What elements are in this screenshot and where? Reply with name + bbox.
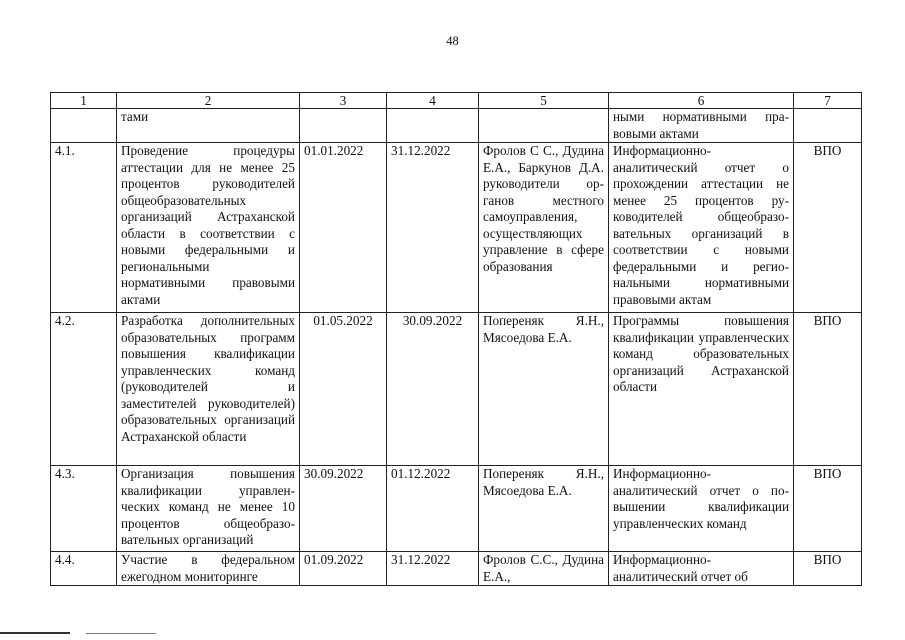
table-row: [51, 466, 862, 552]
header-cell-3: 3: [300, 93, 387, 109]
table-row: [51, 313, 862, 466]
row-number: 4.2.: [51, 313, 117, 466]
row-activity: Разработка дополнительных образовательных программ повышения квалификации управленческих команд (руководителей и заместителей руководителей) образовательных организаций Астраханской области: [117, 313, 300, 466]
row-activity: Организация повышения квалификации управленческих команд не менее 10 процентов общеобразовательных организаций: [117, 466, 300, 552]
continuation-row: [51, 109, 862, 143]
table-row: [51, 143, 862, 313]
row-end-date: 30.09.2022: [387, 313, 479, 466]
cont-responsible: [479, 109, 609, 143]
row-responsible: Попереняк Я.Н., Мясоедова Е.А.: [479, 466, 609, 552]
cont-name: тами: [117, 109, 300, 143]
cont-result: ными нормативными правовыми актами: [609, 109, 794, 143]
row-source: ВПО: [794, 552, 862, 586]
row-source: ВПО: [794, 466, 862, 552]
row-start-date: 01.05.2022: [300, 313, 387, 466]
row-start-date: 30.09.2022: [300, 466, 387, 552]
row-start-date: 01.09.2022: [300, 552, 387, 586]
row-result: Программы повышения квалификации управленческих команд образовательных организаций Астраханской области: [609, 313, 794, 466]
row-end-date: 31.12.2022: [387, 552, 479, 586]
row-activity: Проведение процедуры аттестации для не менее 25 процентов руководителей общеобразовательных организаций Астраханской области в соответствии с новыми федеральными и региональными нормативными правовыми актами: [117, 143, 300, 313]
row-start-date: 01.01.2022: [300, 143, 387, 313]
plan-table: [50, 92, 862, 586]
header-cell-6: 6: [609, 93, 794, 109]
row-responsible: Фролов С С., Дудина Е.А., Баркунов Д.А. руководители органов местного самоуправления, осуществляющих управление в сфере образования: [479, 143, 609, 313]
row-result: Информационно-аналитический отчет об: [609, 552, 794, 586]
row-source: ВПО: [794, 143, 862, 313]
scan-edge-mark: [86, 633, 156, 634]
row-end-date: 31.12.2022: [387, 143, 479, 313]
row-source: ВПО: [794, 313, 862, 466]
cont-source: [794, 109, 862, 143]
cont-num: [51, 109, 117, 143]
header-cell-2: 2: [117, 93, 300, 109]
row-responsible: Фролов С.С., Дудина Е.А.,: [479, 552, 609, 586]
page-number: 48: [446, 34, 459, 48]
cont-start: [300, 109, 387, 143]
header-cell-7: 7: [794, 93, 862, 109]
row-number: 4.3.: [51, 466, 117, 552]
header-row: [51, 93, 862, 109]
header-cell-4: 4: [387, 93, 479, 109]
row-activity: Участие в федеральном ежегодном мониторинге: [117, 552, 300, 586]
cont-end: [387, 109, 479, 143]
row-number: 4.4.: [51, 552, 117, 586]
row-number: 4.1.: [51, 143, 117, 313]
header-cell-5: 5: [479, 93, 609, 109]
scan-edge-mark: [0, 632, 70, 634]
row-result: Информационно-аналитический отчет о прохождении аттестации не менее 25 процентов руководителей общеобразовательных организаций в соответствии с новыми федеральными и региональными нормативными правовыми актам: [609, 143, 794, 313]
table-row: [51, 552, 862, 586]
row-result: Информационно-аналитический отчет о повышении квалификации управленческих команд: [609, 466, 794, 552]
row-end-date: 01.12.2022: [387, 466, 479, 552]
row-responsible: Попереняк Я.Н., Мясоедова Е.А.: [479, 313, 609, 466]
header-cell-1: 1: [51, 93, 117, 109]
